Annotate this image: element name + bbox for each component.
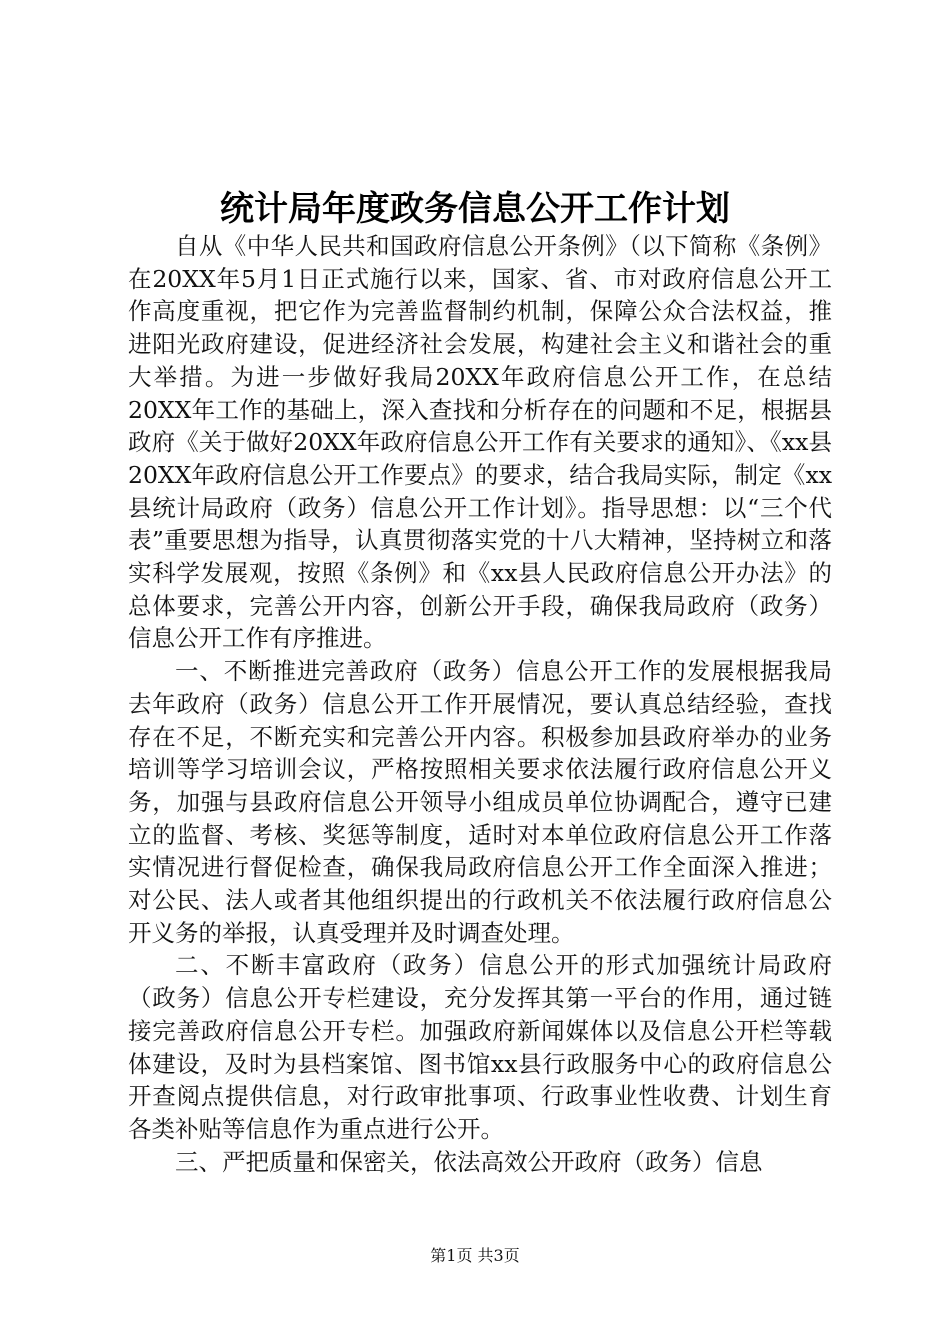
paragraph-section-2: 二、不断丰富政府（政务）信息公开的形式加强统计局政府（政务）信息公开专栏建设，充分发挥其第一平台的作用，通过链接完善政府信息公开专栏。加强政府新闻媒体以及信息公开栏等载体建设，及时为县档案馆、图书馆xx县行政服务中心的政府信息公开查阅点提供信息，对行政审批事项、行政事业性收费、计划生育各类补贴等信息作为重点进行公开。: [128, 951, 832, 1143]
document-title: 统计局年度政务信息公开工作计划: [220, 189, 730, 229]
document-body: [128, 230, 832, 1178]
paragraph-section-1: 一、不断推进完善政府（政务）信息公开工作的发展根据我局去年政府（政务）信息公开工作开展情况，要认真总结经验，查找存在不足，不断充实和完善公开内容。积极参加县政府举办的业务培训等学习培训会议，严格按照相关要求依法履行政府信息公开义务，加强与县政府信息公开领导小组成员单位协调配合，遵守已建立的监督、考核、奖惩等制度，适时对本单位政府信息公开工作落实情况进行督促检查，确保我局政府信息公开工作全面深入推进；对公民、法人或者其他组织提出的行政机关不依法履行政府信息公开义务的举报，认真受理并及时调查处理。: [128, 657, 832, 947]
paragraph-intro: 自从《中华人民共和国政府信息公开条例》（以下简称《条例》在20XX年5月1日正式施行以来，国家、省、市对政府信息公开工作高度重视，把它作为完善监督制约机制，保障公众合法权益，推进阳光政府建设，促进经济社会发展，构建社会主义和谐社会的重大举措。为进一步做好我局20XX年政府信息公开工作，在总结20XX年工作的基础上，深入查找和分析存在的问题和不足，根据县政府《关于做好20XX年政府信息公开工作有关要求的通知》、《xx县20XX年政府信息公开工作要点》的要求，结合我局实际，制定《xx县统计局政府（政务）信息公开工作计划》。指导思想：以“三个代表”重要思想为指导，认真贯彻落实党的十八大精神，坚持树立和落实科学发展观，按照《条例》和《xx县人民政府信息公开办法》的总体要求，完善公开内容，创新公开手段，确保我局政府（政务）信息公开工作有序推进。: [128, 232, 832, 653]
paragraph-section-3: 三、严把质量和保密关，依法高效公开政府（政务）信息: [175, 1147, 763, 1176]
page-footer: 第1页 共3页: [430, 1246, 520, 1265]
